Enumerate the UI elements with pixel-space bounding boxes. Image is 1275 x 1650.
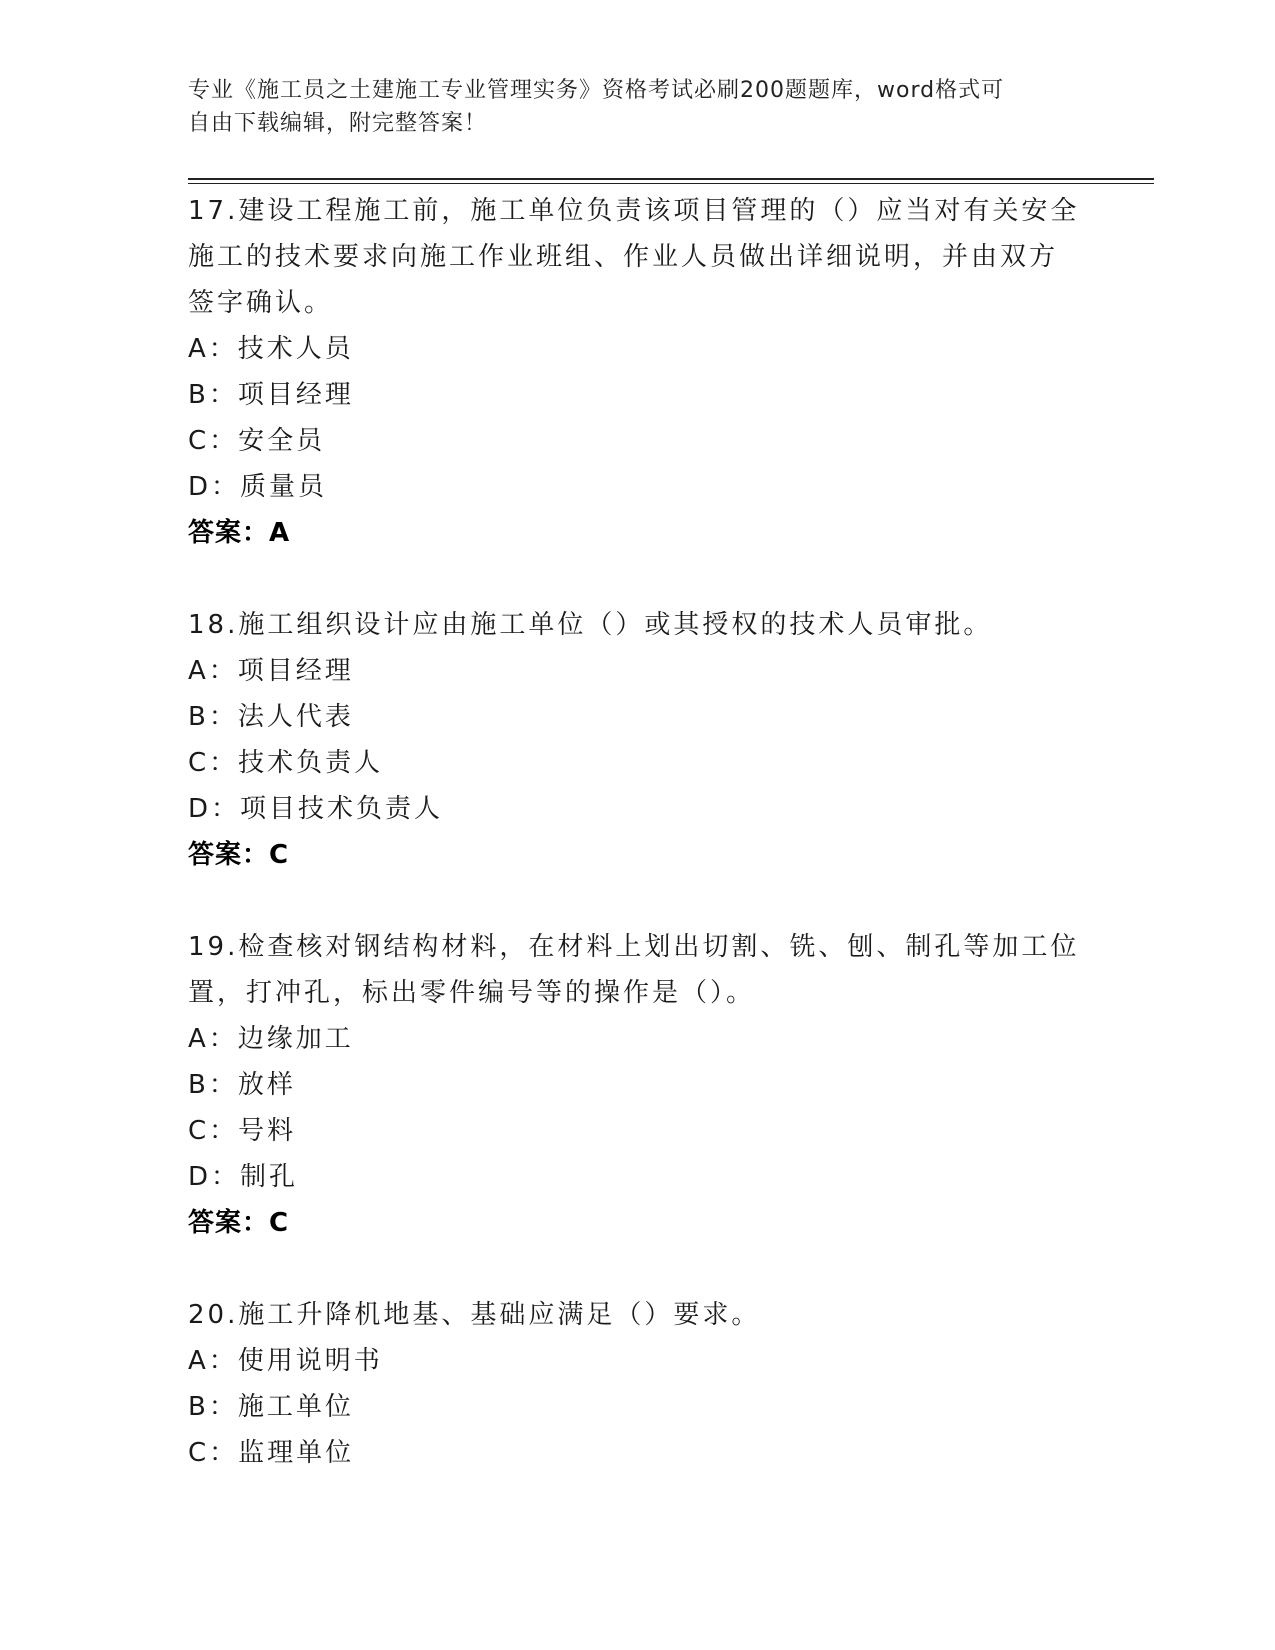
question-list xyxy=(188,188,1088,1476)
option-a: A：边缘加工 xyxy=(188,1024,354,1054)
option-d: D：质量员 xyxy=(188,472,328,502)
question-20 xyxy=(188,1292,1088,1476)
header-line-1: 专业《施工员之土建施工专业管理实务》资格考试必刷200题题库，word格式可 xyxy=(188,78,1005,103)
question-text-line: 置，打冲孔，标出零件编号等的操作是（）。 xyxy=(188,978,756,1008)
question-text-line: 施工的技术要求向施工作业班组、作业人员做出详细说明，并由双方 xyxy=(188,242,1059,272)
question-text-line: 18.施工组织设计应由施工单位（）或其授权的技术人员审批。 xyxy=(188,610,993,640)
option-d: D：项目技术负责人 xyxy=(188,794,444,824)
answer-label: 答案：A xyxy=(188,518,291,548)
answer-label: 答案：C xyxy=(188,840,290,870)
question-spacer xyxy=(188,1246,1088,1292)
option-c: C：技术负责人 xyxy=(188,748,384,778)
option-b: B：放样 xyxy=(188,1070,296,1100)
option-d: D：制孔 xyxy=(188,1162,299,1192)
option-a: A：使用说明书 xyxy=(188,1346,383,1376)
header-divider-thick xyxy=(188,178,1154,180)
question-spacer xyxy=(188,878,1088,924)
answer-label: 答案：C xyxy=(188,1208,290,1238)
option-a: A：项目经理 xyxy=(188,656,354,686)
option-a: A：技术人员 xyxy=(188,334,354,364)
question-spacer xyxy=(188,556,1088,602)
option-c: C：监理单位 xyxy=(188,1438,355,1468)
header-divider-thin xyxy=(188,183,1154,184)
question-17 xyxy=(188,188,1088,556)
option-c: C：安全员 xyxy=(188,426,326,456)
option-c: C：号料 xyxy=(188,1116,297,1146)
question-text-line: 签字确认。 xyxy=(188,288,334,318)
option-b: B：项目经理 xyxy=(188,380,354,410)
header-line-2: 自由下载编辑，附完整答案！ xyxy=(188,111,488,136)
question-18 xyxy=(188,602,1088,878)
question-text-line: 19.检查核对钢结构材料，在材料上划出切割、铣、刨、制孔等加工位 xyxy=(188,932,1080,962)
question-text-line: 20.施工升降机地基、基础应满足（）要求。 xyxy=(188,1300,761,1330)
question-19 xyxy=(188,924,1088,1246)
option-b: B：法人代表 xyxy=(188,702,354,732)
question-text-line: 17.建设工程施工前，施工单位负责该项目管理的（）应当对有关安全 xyxy=(188,196,1080,226)
option-b: B：施工单位 xyxy=(188,1392,354,1422)
document-header xyxy=(188,74,1068,140)
